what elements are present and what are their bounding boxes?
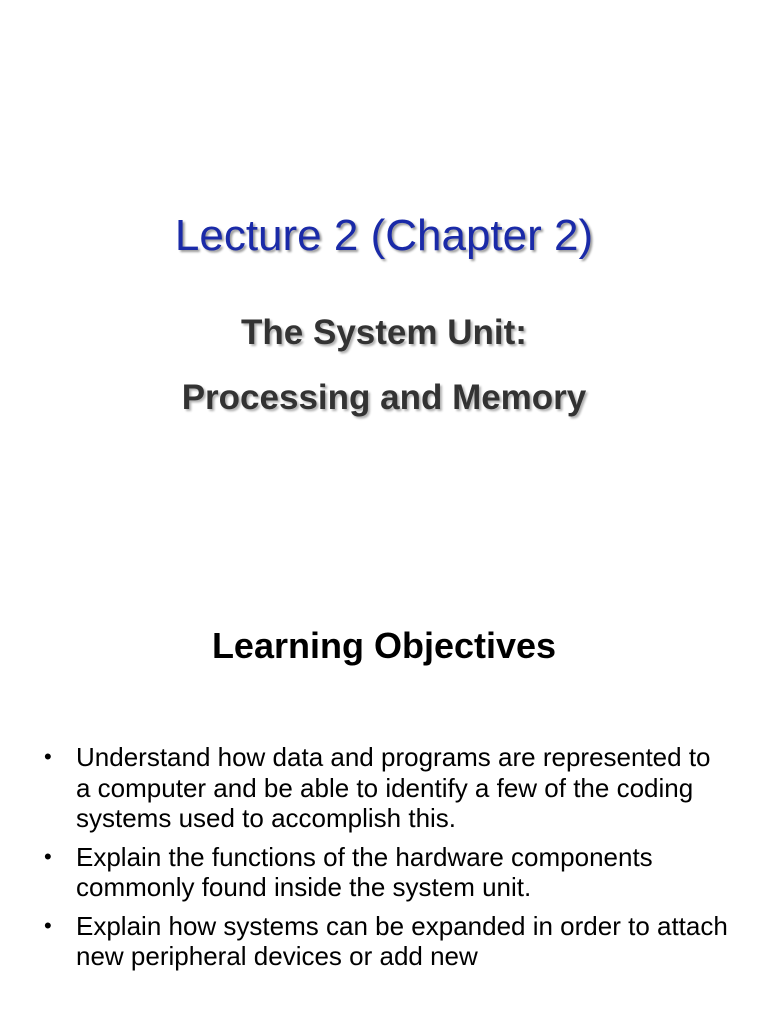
list-item — [40, 742, 730, 834]
lecture-title: Lecture 2 (Chapter 2) — [174, 211, 594, 260]
bullet-icon: • — [44, 912, 52, 938]
objectives-heading: Learning Objectives — [211, 625, 557, 666]
bullet-icon: • — [44, 843, 52, 869]
objective-text: Explain how systems can be expanded in order to attach new peripheral devices or add new — [76, 910, 728, 971]
subtitle-line-2: Processing and Memory — [181, 378, 587, 417]
objective-text: Explain the functions of the hardware components commonly found inside the system unit. — [76, 841, 653, 902]
objectives-list — [40, 742, 730, 980]
list-item — [40, 911, 730, 972]
list-item — [40, 842, 730, 903]
bullet-icon: • — [44, 744, 52, 769]
subtitle-line-1: The System Unit: — [241, 313, 527, 352]
objective-text: Understand how data and programs are represented to a computer and be able to identify a few of the coding systems used to accomplish this. — [76, 742, 711, 833]
lecture-subtitle — [0, 300, 768, 430]
